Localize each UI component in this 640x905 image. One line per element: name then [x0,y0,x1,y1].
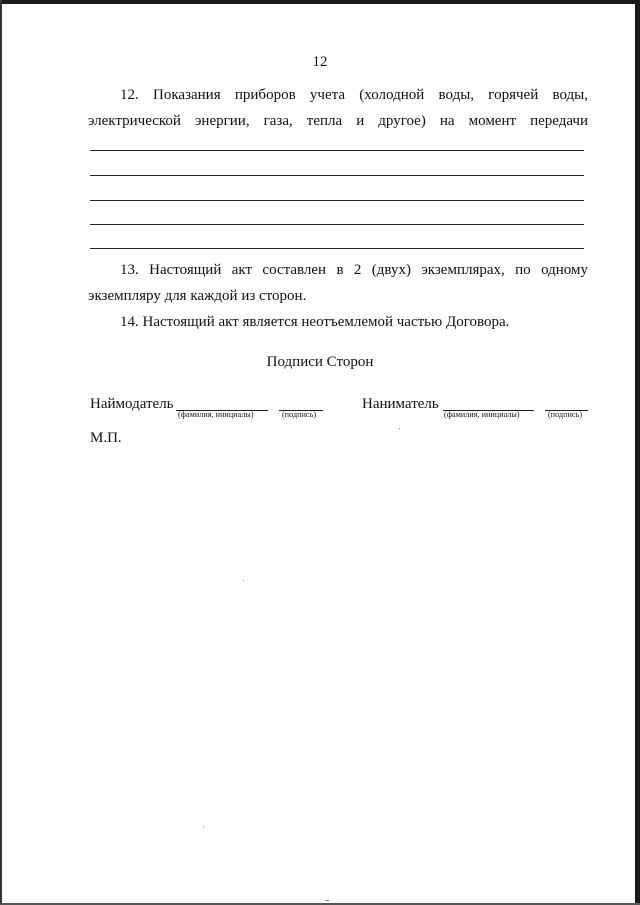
meter-readings-line-4[interactable] [90,224,584,225]
meter-readings-line-1[interactable] [90,150,584,151]
item-12-line-1: 12. Показания приборов учета (холодной воды, горячей воды, [120,87,588,103]
signatures-title: Подписи Сторон [266,354,374,370]
seal-placeholder: М.П. [90,430,122,446]
tenant-signature-caption: (подпись) [548,410,583,419]
item-14: 14. Настоящий акт является неотъемлемой частью Договора. [120,314,510,330]
meter-readings-line-5[interactable] [90,248,584,249]
scan-speck [243,580,244,581]
landlord-label: Наймодатель [90,396,174,412]
scan-speck [399,428,400,429]
tenant-label: Наниматель [362,396,439,412]
tenant-name-caption: (фамилия, инициалы) [444,410,520,419]
meter-readings-line-2[interactable] [90,175,584,176]
item-13-line-2: экземпляру для каждой из сторон. [88,288,307,304]
landlord-name-caption: (фамилия, инициалы) [178,410,254,419]
scan-speck [203,826,204,827]
scan-border-top [0,0,640,4]
item-13-line-1: 13. Настоящий акт составлен в 2 (двух) экземплярах, по одному [120,262,588,278]
scan-border-right [635,0,640,905]
page-number: 12 [312,54,328,70]
scan-border-left [0,0,2,905]
scan-speck [325,900,329,901]
item-12-line-2: электрической энергии, газа, тепла и другое) на момент передачи [88,113,588,129]
landlord-signature-caption: (подпись) [282,410,317,419]
meter-readings-line-3[interactable] [90,200,584,201]
